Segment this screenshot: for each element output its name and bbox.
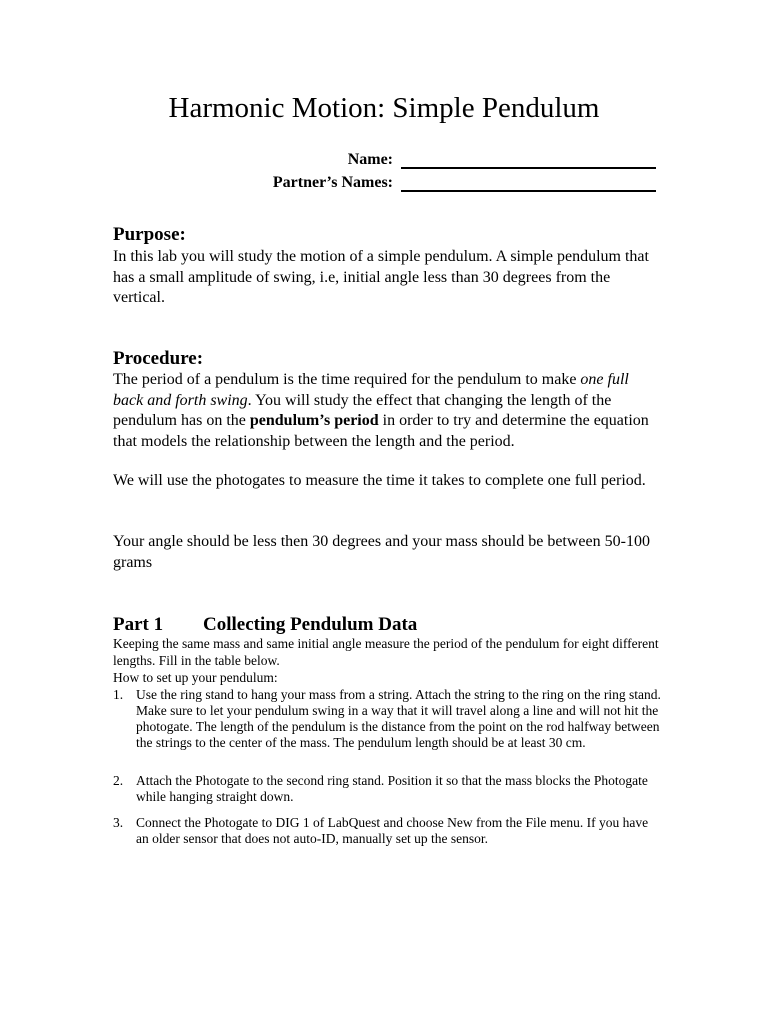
procedure-p1-text-a: The period of a pendulum is the time required for the pendulum to make [113, 371, 581, 388]
name-label: Name: [347, 151, 393, 168]
purpose-text: In this lab you will study the motion of a simple pendulum. A simple pendulum that has a small amplitude of swing, i.e, initial angle less than 30 degrees from the vertical. [113, 248, 649, 306]
step-number: 1. [113, 687, 124, 702]
procedure-paragraph-2: We will use the photogates to measure the time it takes to complete one full period. [113, 472, 646, 489]
part1-number: Part 1 [113, 614, 164, 635]
step-text: Connect the Photogate to DIG 1 of LabQuest and choose New from the File menu. If you have an older sensor that does not auto-ID, manually set up the sensor. [136, 815, 649, 846]
step-text: Attach the Photogate to the second ring stand. Position it so that the mass blocks the Photogate while hanging straight down. [136, 773, 648, 804]
partners-label: Partner’s Names: [272, 174, 393, 191]
part1-heading [113, 614, 673, 636]
step-number: 3. [113, 815, 124, 830]
procedure-p1-text-c: in order to try and determine the equation that models the relationship between the length and the period. [113, 412, 649, 450]
procedure-heading: Procedure: [113, 348, 204, 369]
part1-title: Collecting Pendulum Data [203, 614, 418, 635]
part1-intro: Keeping the same mass and same initial angle measure the period of the pendulum for eight different lengths. Fill in the table below. [113, 636, 659, 668]
procedure-p1-text-b: . You will study the effect that changing the length of the pendulum has on the [113, 391, 612, 429]
setup-step-3 [113, 815, 661, 847]
partners-blank-line [401, 172, 656, 192]
procedure-p1-italic: one full back and forth swing [113, 371, 629, 409]
page-title: Harmonic Motion: Simple Pendulum [168, 92, 600, 124]
setup-step-2 [113, 773, 661, 805]
purpose-heading: Purpose: [113, 224, 186, 245]
procedure-paragraph-3: Your angle should be less then 30 degrees and your mass should be between 50-100 grams [113, 533, 650, 571]
part1-setup-label: How to set up your pendulum: [113, 670, 278, 685]
name-field [200, 147, 660, 169]
step-text: Use the ring stand to hang your mass from a string. Attach the string to the ring on the ring stand. Make sure to let your pendulum swing in a way that it will travel along a line and will not hit the photogate. The length of the pendulum is the distance from the point on the rod halfway between the strings to the center of the mass. The pendulum length should be at least 30 cm. [136, 687, 661, 750]
name-blank-line [401, 149, 656, 169]
procedure-p1-bold: pendulum’s period [249, 412, 379, 429]
setup-step-1 [113, 687, 661, 751]
step-number: 2. [113, 773, 124, 788]
partners-field [200, 170, 660, 192]
procedure-paragraph-1 [113, 370, 658, 452]
